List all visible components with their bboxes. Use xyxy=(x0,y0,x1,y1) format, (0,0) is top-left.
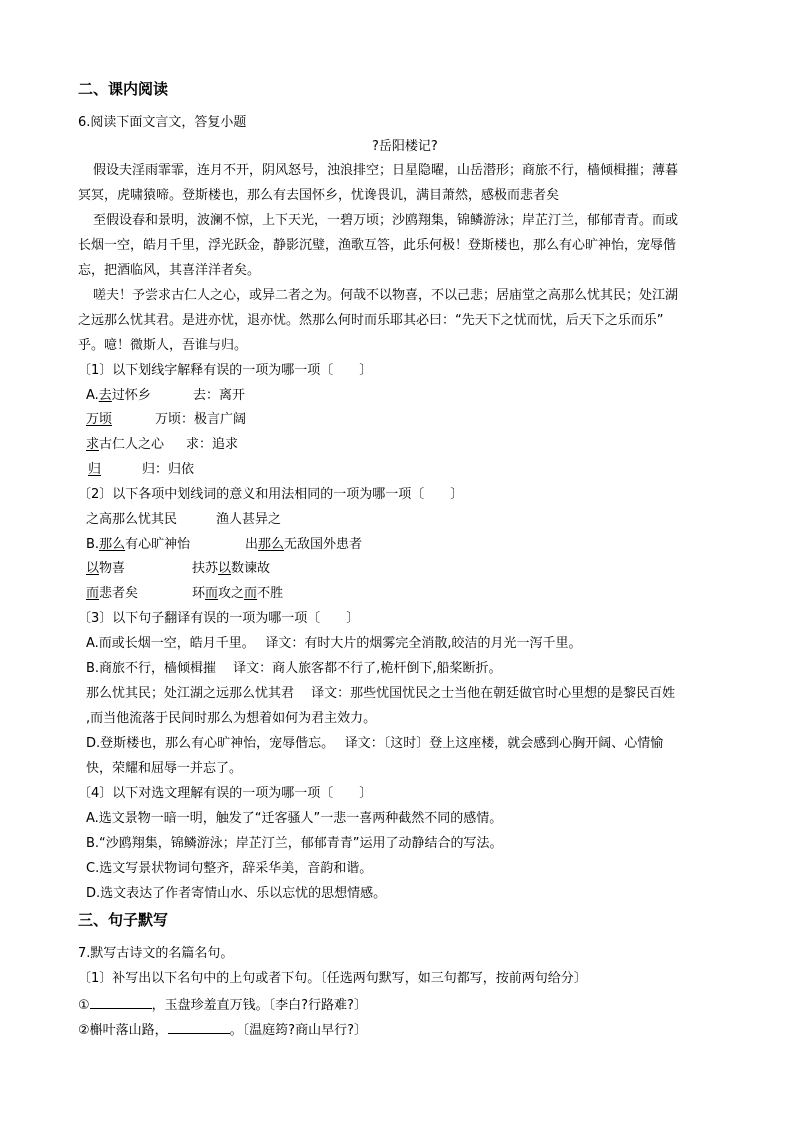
item-number: ② xyxy=(78,1023,90,1038)
option-text: 不胜 xyxy=(257,586,284,601)
subq3-option-d-line1: D.登斯楼也，那么有心旷神怡，宠辱偕忘。 译文：〔这时〕登上这座楼，就会感到心胸开阔、心情愉 xyxy=(86,736,664,751)
underlined-word: 万顷 xyxy=(86,412,113,427)
section-heading-dictation: 三、句子默写 xyxy=(78,911,169,929)
passage-p1-line2: 冥冥，虎啸猿啼。登斯楼也，那么有去国怀乡，忧谗畏讥，满目萧然，感极而悲者矣 xyxy=(78,188,560,203)
underlined-word: 以 xyxy=(86,561,100,576)
subq2-row-a-right: 渔人甚异之 xyxy=(216,512,282,527)
option-text: 环 xyxy=(192,586,206,601)
passage-p1-line1: 假设夫淫雨霏霏，连月不开，阴风怒号，浊浪排空；日星隐曜，山岳潜形；商旅不行，樯倾楫摧；薄暮 xyxy=(93,163,679,178)
passage-p3-line3: 乎。噫！微斯人，吾谁与归。 xyxy=(78,338,248,353)
subq1-option-b-gloss: 万顷：极言广阔 xyxy=(155,412,247,427)
subq3-option-d-line2: 快，荣耀和屈辱一并忘了。 xyxy=(86,761,243,776)
subq1-option-c xyxy=(86,437,164,453)
subq1-option-a-gloss: 去：离开 xyxy=(193,388,246,403)
subq2-row-b-right xyxy=(245,537,362,553)
option-text: 数谏故 xyxy=(231,561,271,576)
subq4-option-c: C.选文写景状物词句整齐，辞采华美，音韵和谐。 xyxy=(86,861,373,876)
subq2-row-c-right xyxy=(192,561,270,577)
option-text: 古仁人之心 xyxy=(99,437,165,452)
question-7-sub1-stem: 〔1〕补写出以下名句中的上句或者下句。〔任选两句默写，如三句都写，按前两句给分〕 xyxy=(78,971,587,986)
underlined-word: 那么 xyxy=(99,537,126,552)
option-text: 扶苏 xyxy=(192,561,219,576)
item-text: ，玉盘珍羞直万钱。〔李白?行路难?〕 xyxy=(151,998,367,1013)
passage-p2-line2: 长烟一空，皓月千里，浮光跃金，静影沉璧，渔歌互答，此乐何极！登斯楼也，那么有心旷神怡，宠辱偕 xyxy=(78,238,677,253)
question-6-intro: 6.阅读下面文言文，答复小题 xyxy=(78,115,247,130)
subq1-option-a xyxy=(86,388,151,404)
subq3-option-c-line1: 那么忧其民；处江湖之远那么忧其君 译文：那些忧国忧民之士当他在朝廷做官时心里想的是黎民百姓 xyxy=(86,686,676,701)
dictation-item-1 xyxy=(78,996,367,1014)
underlined-word: 而 xyxy=(244,586,258,601)
question-7-intro: 7.默写古诗文的名篇名句。 xyxy=(78,946,234,961)
underlined-word: 而 xyxy=(86,586,100,601)
underlined-word: 那么 xyxy=(258,537,285,552)
subq3-option-c-line2: ,而当他流落于民间时那么为想着如何为君主效力。 xyxy=(86,711,377,726)
option-text: 过怀乡 xyxy=(111,388,151,403)
answer-blank[interactable] xyxy=(90,996,152,1009)
passage-p2-line1: 至假设春和景明，波澜不惊，上下天光，一碧万顷；沙鸥翔集，锦鳞游泳；岸芷汀兰，郁郁青青。而或 xyxy=(93,213,679,228)
option-text: 悲者矣 xyxy=(99,586,139,601)
subq4-option-b: B.“沙鸥翔集，锦鳞游泳；岸芷汀兰，郁郁青青”运用了动静结合的写法。 xyxy=(86,836,503,851)
subq3-stem: 〔3〕以下句子翻译有误的一项为哪一项〔 〕 xyxy=(78,611,360,626)
subq4-stem: 〔4〕以下对选文理解有误的一项为哪一项〔 〕 xyxy=(78,786,373,801)
subq2-row-c-left xyxy=(86,561,125,577)
subq1-option-b xyxy=(86,412,112,428)
passage-title: ?岳阳楼记? xyxy=(372,139,438,154)
subq1-option-d xyxy=(88,462,101,478)
option-text: 出 xyxy=(245,537,259,552)
subq1-option-c-gloss: 求：追求 xyxy=(186,437,239,452)
subq3-option-b: B.商旅不行，樯倾楫摧 译文：商人旅客都不行了,桅杆倒下,船桨断折。 xyxy=(86,661,502,676)
underlined-word: 去 xyxy=(98,388,112,403)
option-text: 攻之 xyxy=(218,586,245,601)
passage-p3-line1: 嗟夫！予尝求古仁人之心，或异二者之为。何哉不以物喜，不以己悲；居庙堂之高那么忧其民；处江湖 xyxy=(93,288,679,303)
dictation-item-2 xyxy=(78,1021,367,1039)
option-letter: B. xyxy=(86,537,100,552)
subq2-row-b-left xyxy=(86,537,190,553)
option-letter: A. xyxy=(86,388,99,403)
underlined-word: 而 xyxy=(205,586,219,601)
passage-p3-line2: 之远那么忧其君。是进亦忧，退亦忧。然那么何时而乐耶其必曰：“先天下之忧而忧，后天下之乐而乐” xyxy=(78,313,664,328)
underlined-word: 求 xyxy=(86,437,100,452)
subq3-option-a: A.而或长烟一空，皓月千里。 译文：有时大片的烟雾完全消散,皎洁的月光一泻千里。 xyxy=(86,636,582,651)
underlined-word: 以 xyxy=(218,561,232,576)
option-text: 有心旷神怡 xyxy=(125,537,191,552)
subq2-row-a-left: 之高那么忧其民 xyxy=(86,512,178,527)
subq2-stem: 〔2〕以下各项中划线词的意义和用法相同的一项为哪一项〔 〕 xyxy=(78,487,464,502)
subq2-row-d-right xyxy=(192,586,283,602)
subq1-option-d-gloss: 归：归依 xyxy=(142,462,195,477)
option-text: 无敌国外患者 xyxy=(284,537,363,552)
passage-p2-line3: 忘，把酒临风，其喜洋洋者矣。 xyxy=(78,263,261,278)
option-text: 物喜 xyxy=(99,561,126,576)
subq4-option-a: A.选文景物一暗一明，触发了“迁客骚人”一悲一喜两种截然不同的感情。 xyxy=(86,811,503,826)
item-text: 。〔温庭筠?商山早行?〕 xyxy=(229,1023,367,1038)
item-text: 槲叶落山路， xyxy=(89,1023,168,1038)
underlined-word: 归 xyxy=(88,462,102,477)
section-heading-reading: 二、课内阅读 xyxy=(78,80,169,98)
answer-blank[interactable] xyxy=(168,1021,230,1034)
subq4-option-d: D.选文表达了作者寄情山水、乐以忘忧的思想情感。 xyxy=(86,886,387,901)
subq2-row-d-left xyxy=(86,586,138,602)
item-number: ① xyxy=(78,998,90,1013)
subq1-stem: 〔1〕以下划线字解释有误的一项为哪一项〔 〕 xyxy=(78,363,373,378)
